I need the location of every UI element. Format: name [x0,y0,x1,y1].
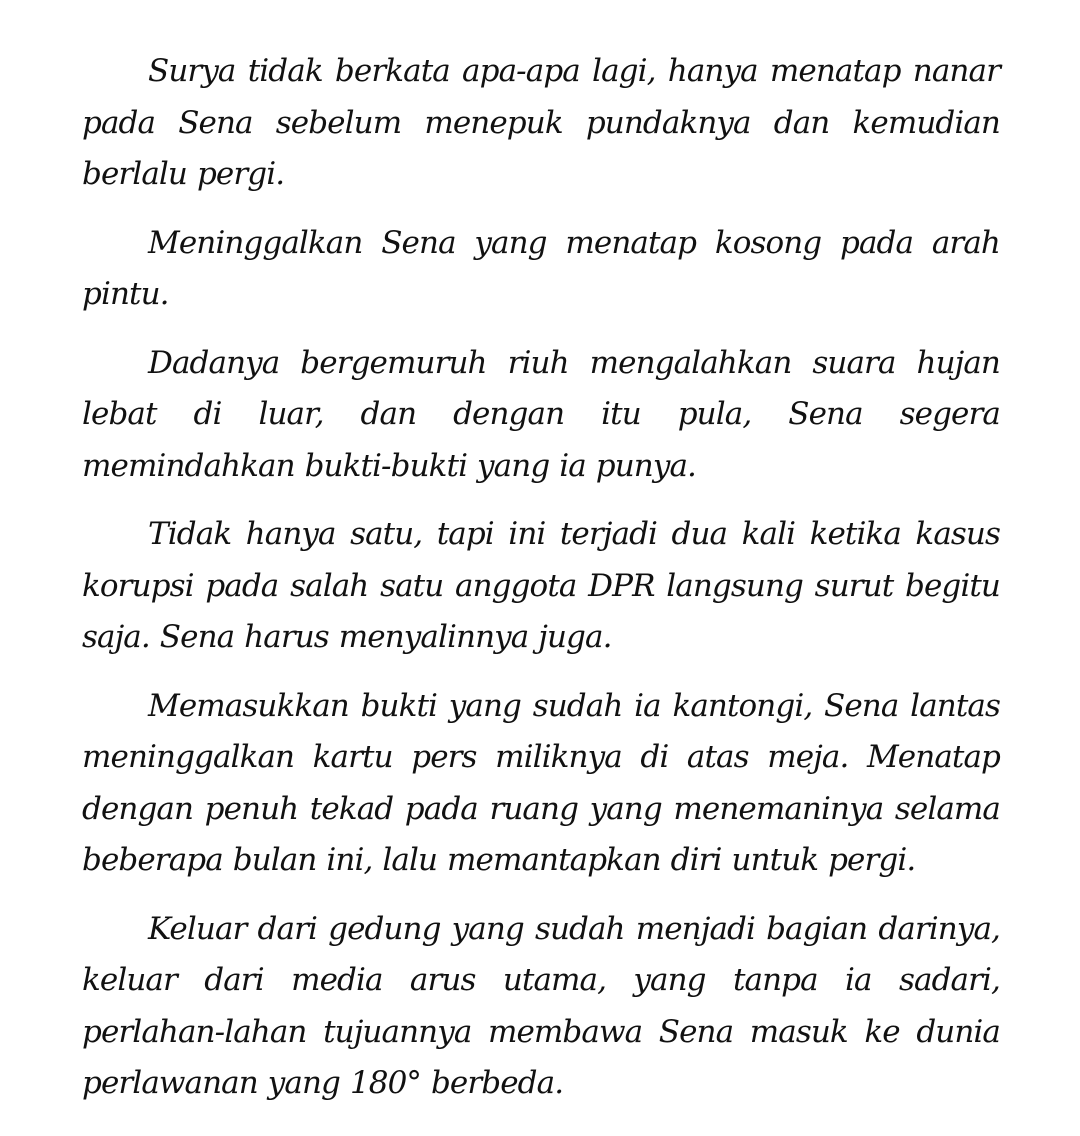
paragraph: Surya tidak berkata apa-apa lagi, hanya menatap nanar pada Sena sebelum menepuk pundaknya dan kemudian berlalu pergi. [82,53,1000,192]
paragraph: Memasukkan bukti yang sudah ia kantongi, Sena lantas meninggalkan kartu pers miliknya di atas meja. Menatap dengan penuh tekad pada ruang yang menemaninya selama beberapa bulan ini, lalu memantapkan diri untuk pergi. [82,687,1000,878]
paragraph: Dadanya bergemuruh riuh mengalahkan suara hujan lebat di luar, dan dengan itu pula, Sena segera memindahkan bukti-bukti yang ia punya. [82,344,1000,484]
paragraph: Tidak hanya satu, tapi ini terjadi dua kali ketika kasus korupsi pada salah satu anggota DPR langsung surut begitu saja. Sena harus menyalinnya juga. [82,516,1000,655]
paragraph: Keluar dari gedung yang sudah menjadi bagian darinya, keluar dari media arus utama, yang tanpa ia sadari, perlahan-lahan tujuannya membawa Sena masuk ke dunia perlawanan yang 180° berbeda. [82,910,1000,1101]
document-body [82,46,1000,1127]
paragraph: Meninggalkan Sena yang menatap kosong pada arah pintu. [82,224,1000,312]
